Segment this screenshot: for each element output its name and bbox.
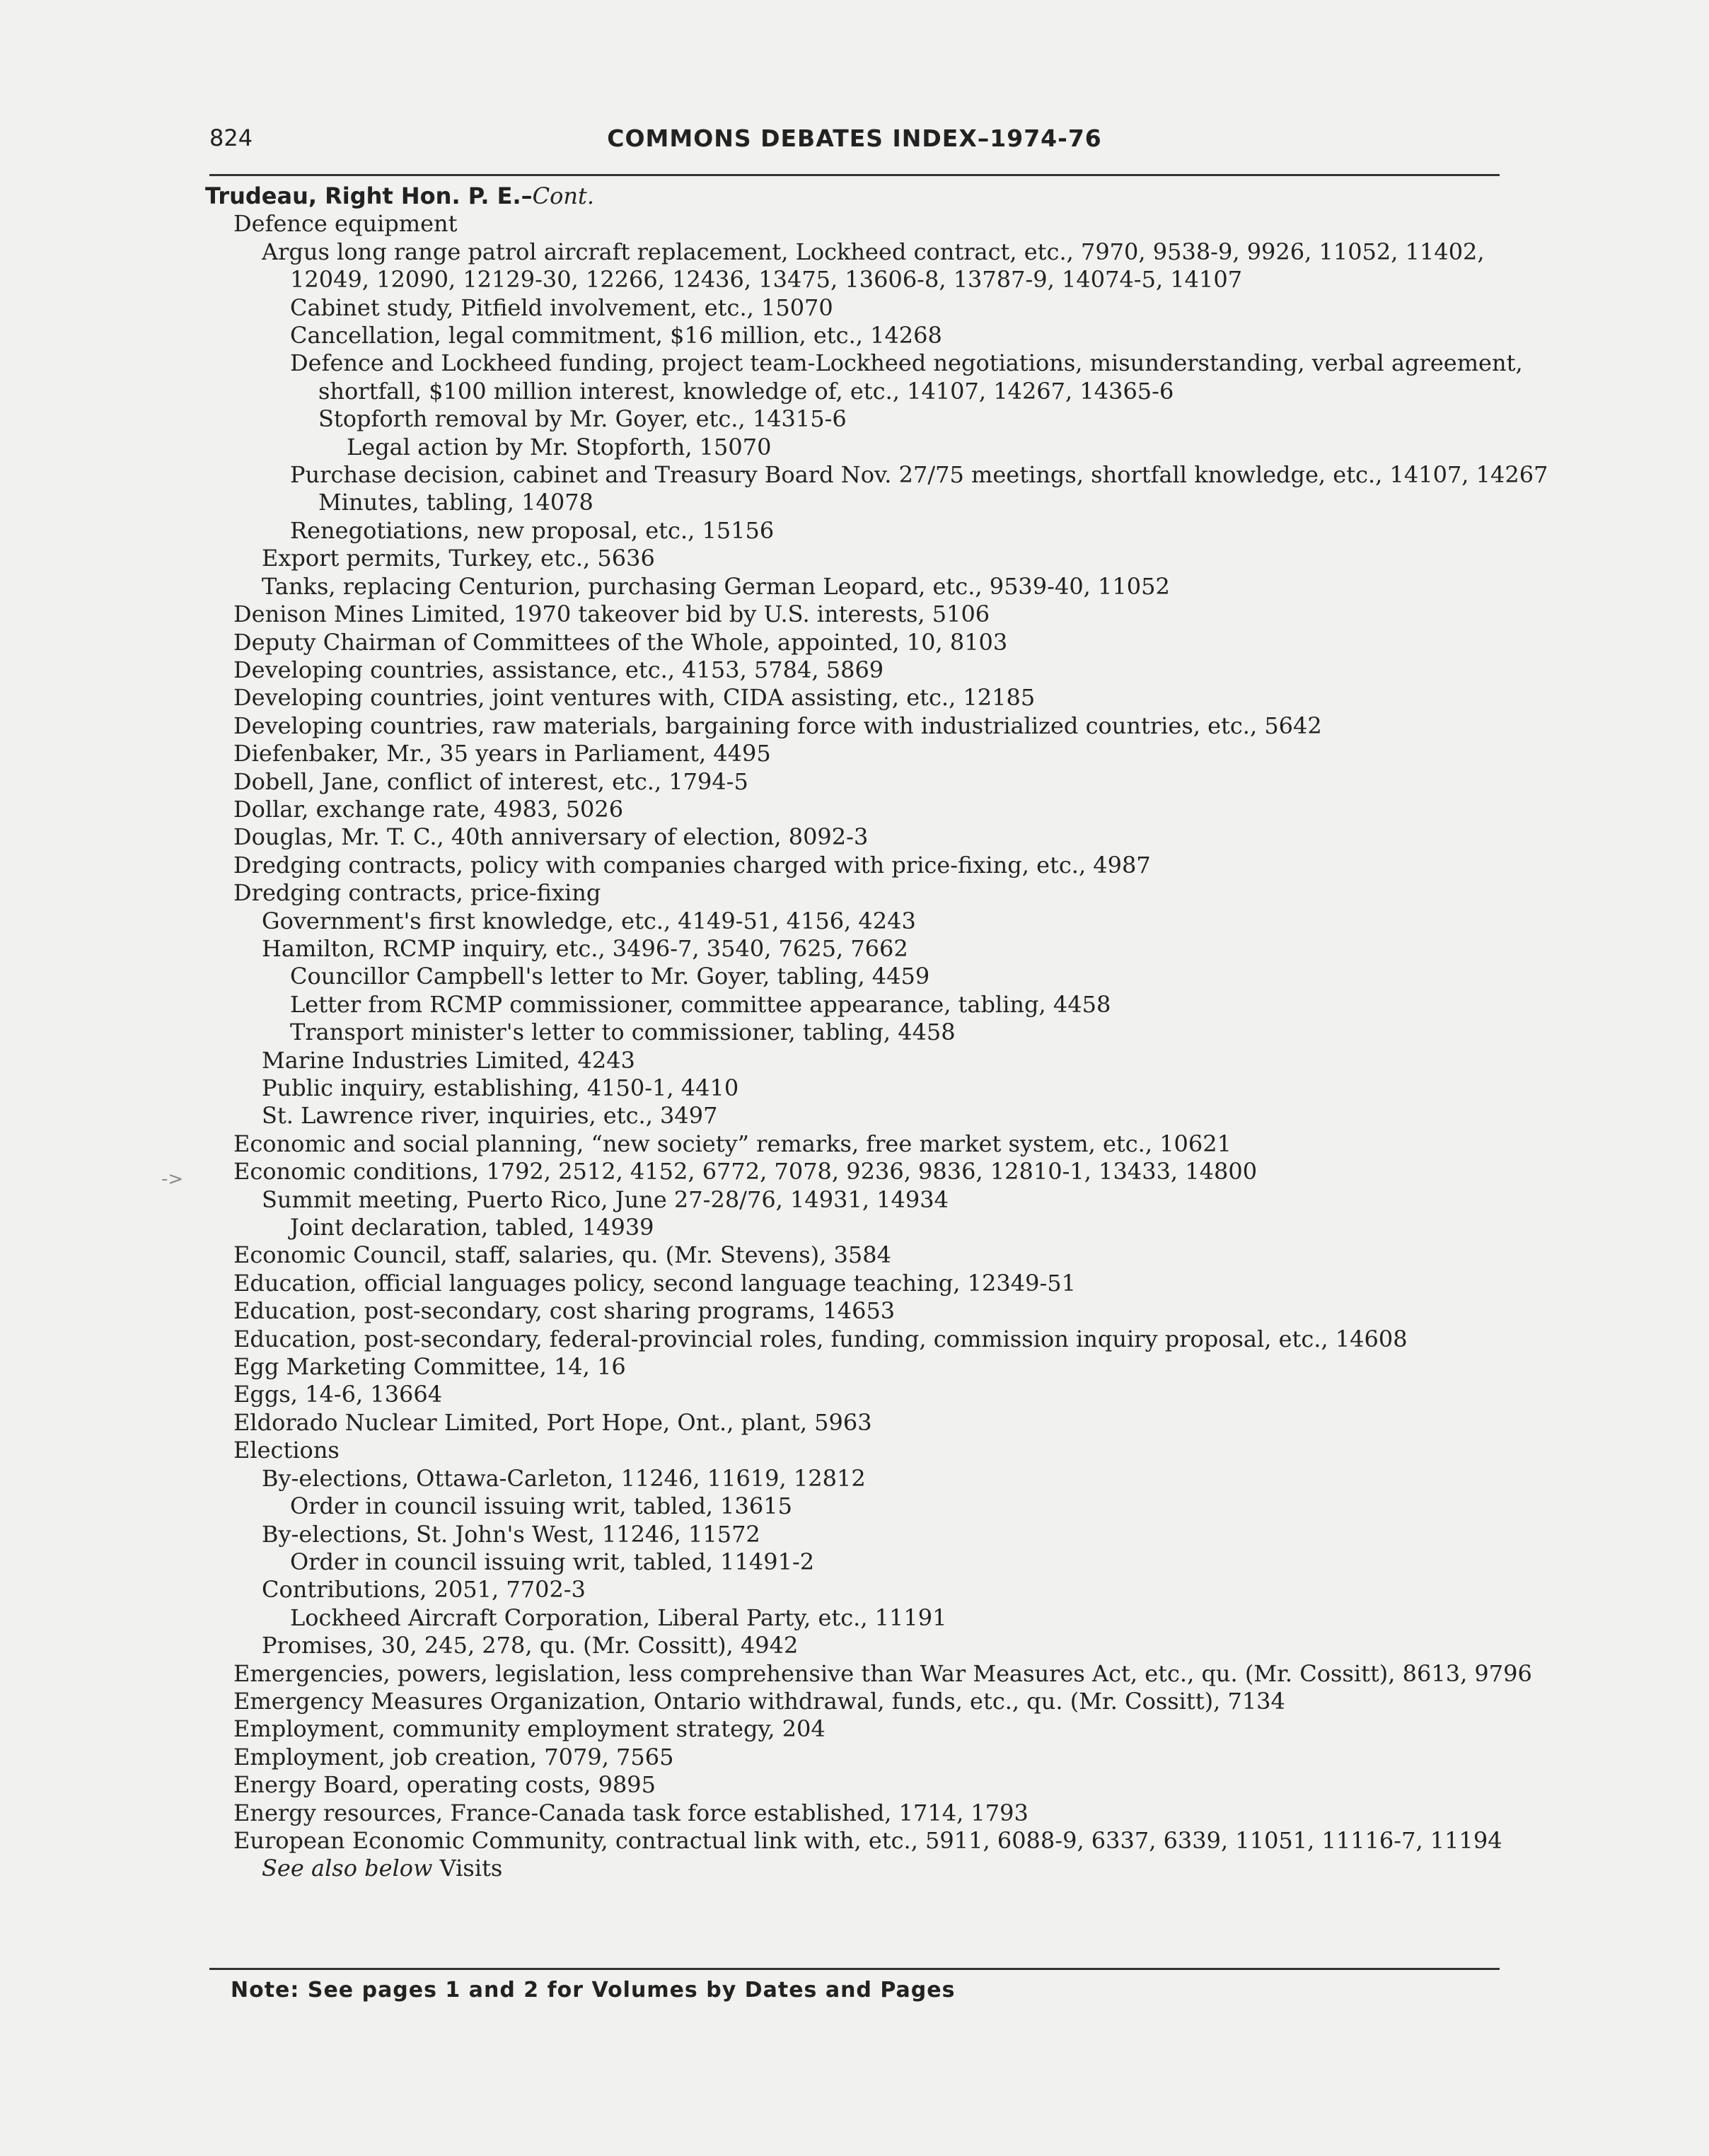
heading-continued: Cont. bbox=[532, 182, 595, 209]
page-header bbox=[209, 124, 1500, 156]
index-entry: Order in council issuing writ, tabled, 13615 bbox=[290, 1493, 792, 1520]
page-number: 824 bbox=[209, 124, 253, 151]
index-entry: Developing countries, assistance, etc., 4153, 5784, 5869 bbox=[233, 656, 884, 683]
index-entry: Employment, community employment strategy, 204 bbox=[233, 1715, 825, 1743]
index-entry: Lockheed Aircraft Corporation, Liberal Party, etc., 11191 bbox=[290, 1604, 947, 1631]
index-entry: St. Lawrence river, inquiries, etc., 3497 bbox=[262, 1102, 718, 1130]
index-entry: Education, post-secondary, federal-provincial roles, funding, commission inquiry proposal, etc., 14608 bbox=[233, 1325, 1408, 1352]
index-entry: Government's first knowledge, etc., 4149-51, 4156, 4243 bbox=[262, 907, 916, 934]
index-entry: Legal action by Mr. Stopforth, 15070 bbox=[347, 433, 772, 460]
index-entry: Eldorado Nuclear Limited, Port Hope, Ont., plant, 5963 bbox=[233, 1408, 872, 1436]
index-entry: Deputy Chairman of Committees of the Whole, appointed, 10, 8103 bbox=[233, 628, 1008, 656]
index-entry: By-elections, St. John's West, 11246, 11572 bbox=[262, 1520, 760, 1548]
index-entry: Summit meeting, Puerto Rico, June 27-28/76, 14931, 14934 bbox=[262, 1186, 949, 1213]
index-entry: Egg Marketing Committee, 14, 16 bbox=[233, 1353, 626, 1381]
index-entry: Emergency Measures Organization, Ontario withdrawal, funds, etc., qu. (Mr. Cossitt), 7134 bbox=[233, 1687, 1285, 1715]
index-entry: Education, official languages policy, second language teaching, 12349-51 bbox=[233, 1269, 1076, 1297]
see-also-reference bbox=[205, 1855, 1549, 1882]
index-entry: Dredging contracts, price-fixing bbox=[233, 879, 601, 907]
margin-annotation-arrow: -> bbox=[161, 1169, 184, 1190]
heading-name: Trudeau, Right Hon. P. E.– bbox=[205, 182, 533, 209]
index-entry: Tanks, replacing Centurion, purchasing German Leopard, etc., 9539-40, 11052 bbox=[262, 572, 1170, 600]
footer-rule bbox=[209, 1968, 1500, 1970]
index-entry: Eggs, 14-6, 13664 bbox=[233, 1381, 443, 1408]
footer-note: Note: See pages 1 and 2 for Volumes by Dates and Pages bbox=[231, 1978, 956, 2003]
index-entry: Developing countries, raw materials, bargaining force with industrialized countries, etc., 5642 bbox=[233, 712, 1322, 739]
index-entry: Energy Board, operating costs, 9895 bbox=[233, 1771, 656, 1799]
index-entry: Dobell, Jane, conflict of interest, etc., 1794-5 bbox=[233, 767, 748, 795]
index-heading bbox=[205, 182, 1549, 210]
see-also-prefix: See also below bbox=[262, 1855, 433, 1882]
index-entry: Elections bbox=[233, 1437, 340, 1464]
index-entry: Marine Industries Limited, 4243 bbox=[262, 1046, 635, 1074]
index-entry: Purchase decision, cabinet and Treasury Board Nov. 27/75 meetings, shortfall knowledge, etc., 14107, 14267 bbox=[290, 461, 1548, 489]
index-entry: Denison Mines Limited, 1970 takeover bid by U.S. interests, 5106 bbox=[233, 601, 990, 628]
index-entry: Defence equipment bbox=[233, 210, 458, 238]
index-entry: Energy resources, France-Canada task force established, 1714, 1793 bbox=[233, 1799, 1029, 1826]
index-entry: European Economic Community, contractual link with, etc., 5911, 6088-9, 6337, 6339, 11051, 11116-7, 11194 bbox=[233, 1826, 1502, 1854]
index-entry: Economic Council, staff, salaries, qu. (Mr. Stevens), 3584 bbox=[233, 1241, 891, 1269]
header-rule bbox=[209, 174, 1500, 176]
index-entry: Hamilton, RCMP inquiry, etc., 3496-7, 3540, 7625, 7662 bbox=[262, 934, 908, 962]
index-entry: Dredging contracts, policy with companies charged with price-fixing, etc., 4987 bbox=[233, 851, 1151, 879]
index-entry: Economic conditions, 1792, 2512, 4152, 6772, 7078, 9236, 9836, 12810-1, 13433, 14800 bbox=[233, 1158, 1258, 1186]
index-entry: Export permits, Turkey, etc., 5636 bbox=[262, 545, 655, 572]
index-entry: Order in council issuing writ, tabled, 11491-2 bbox=[290, 1548, 815, 1575]
index-entry: Stopforth removal by Mr. Goyer, etc., 14315-6 bbox=[318, 405, 847, 433]
index-entry: Promises, 30, 245, 278, qu. (Mr. Cossitt), 4942 bbox=[262, 1632, 799, 1659]
index-entry: Cabinet study, Pitfield involvement, etc., 15070 bbox=[290, 294, 833, 321]
index-entry: Joint declaration, tabled, 14939 bbox=[290, 1214, 654, 1241]
index-entry: Argus long range patrol aircraft replacement, Lockheed contract, etc., 7970, 9538-9, 9926, 11052, 11402, 12049, 12090, 12129-30, 12266, 12436, 13475, 13606-8, 13787-9, 14074-5, 14107 bbox=[262, 238, 1485, 294]
index-entry: Education, post-secondary, cost sharing programs, 14653 bbox=[233, 1297, 896, 1325]
index-entry: By-elections, Ottawa-Carleton, 11246, 11619, 12812 bbox=[262, 1464, 866, 1492]
index-entry: Renegotiations, new proposal, etc., 15156 bbox=[290, 516, 775, 544]
index-entry: Dollar, exchange rate, 4983, 5026 bbox=[233, 795, 624, 823]
index-entry: Emergencies, powers, legislation, less comprehensive than War Measures Act, etc., qu. (Mr. Cossitt), 8613, 9796 bbox=[233, 1659, 1532, 1687]
page-title: COMMONS DEBATES INDEX–1974-76 bbox=[607, 124, 1102, 152]
index-entry: Councillor Campbell's letter to Mr. Goyer, tabling, 4459 bbox=[290, 963, 930, 990]
index-entry: Defence and Lockheed funding, project team-Lockheed negotiations, misunderstanding, verbal agreement, shortfall, $100 million interest, knowledge of, etc., 14107, 14267, 14365-6 bbox=[290, 349, 1523, 405]
index-entry: Public inquiry, establishing, 4150-1, 4410 bbox=[262, 1074, 739, 1101]
index-entry: Diefenbaker, Mr., 35 years in Parliament, 4495 bbox=[233, 740, 771, 767]
index-entry: Minutes, tabling, 14078 bbox=[318, 489, 593, 516]
index-entry: Employment, job creation, 7079, 7565 bbox=[233, 1743, 674, 1770]
index-entry: Letter from RCMP commissioner, committee appearance, tabling, 4458 bbox=[290, 990, 1111, 1018]
see-also-target: Visits bbox=[439, 1855, 503, 1882]
index-entry: Contributions, 2051, 7702-3 bbox=[262, 1576, 586, 1604]
index-entry: Cancellation, legal commitment, $16 million, etc., 14268 bbox=[290, 322, 942, 349]
index-entry: Economic and social planning, “new society” remarks, free market system, etc., 10621 bbox=[233, 1130, 1232, 1157]
index-entry: Developing countries, joint ventures with, CIDA assisting, etc., 12185 bbox=[233, 684, 1036, 712]
index-entries bbox=[205, 182, 1549, 1883]
index-entry: Transport minister's letter to commissioner, tabling, 4458 bbox=[290, 1019, 956, 1046]
index-entry: Douglas, Mr. T. C., 40th anniversary of election, 8092-3 bbox=[233, 823, 869, 851]
